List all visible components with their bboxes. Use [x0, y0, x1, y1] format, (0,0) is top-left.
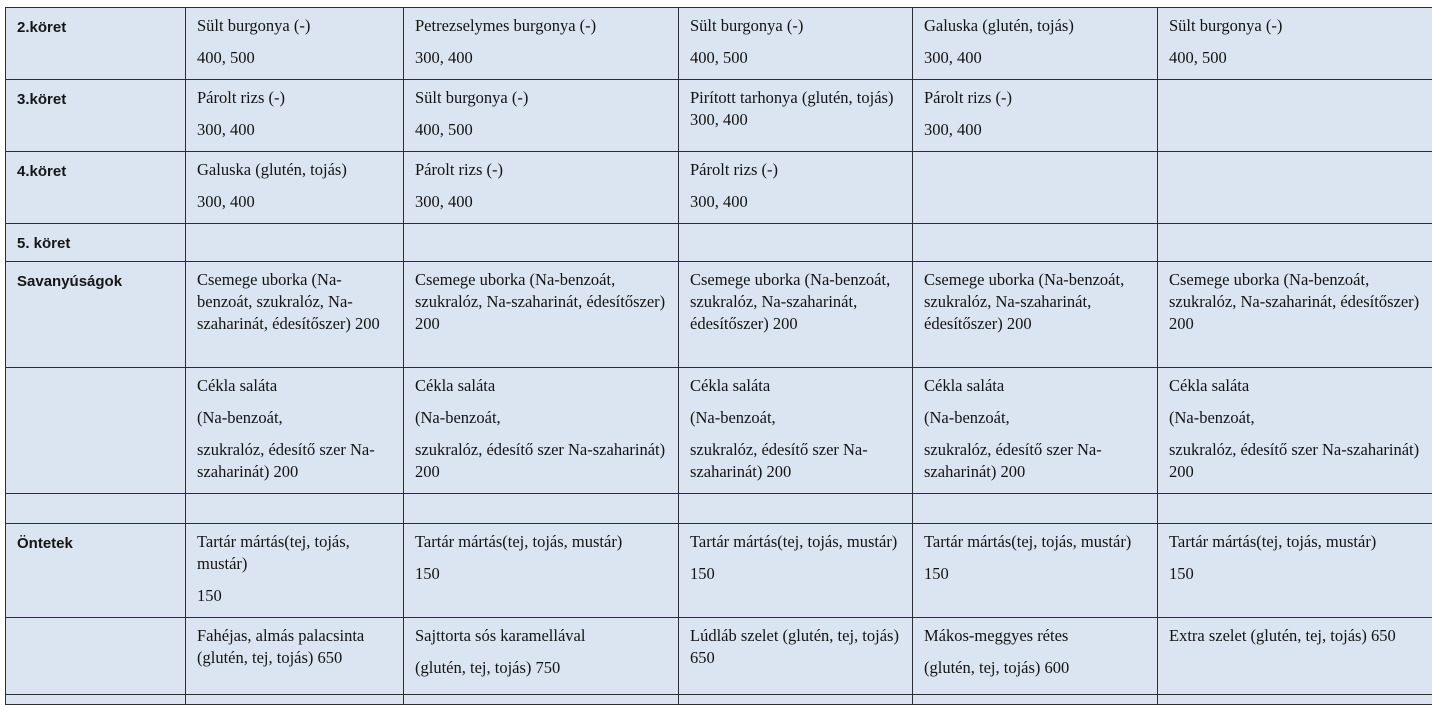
row-label: 2.köret [6, 8, 186, 80]
menu-cell [186, 8, 404, 80]
menu-table-body [6, 8, 1432, 705]
menu-item-text: Petrezselymes burgonya (-) [415, 15, 668, 37]
menu-item-text: Sajttorta sós karamellával [415, 625, 668, 647]
menu-cell [1158, 262, 1432, 368]
menu-item-text: 300, 400 [197, 191, 393, 213]
menu-item-text: 300, 400 [415, 191, 668, 213]
menu-cell [404, 262, 679, 368]
row-label: Öntetek [6, 524, 186, 618]
row-label [6, 368, 186, 494]
menu-cell [913, 524, 1158, 618]
menu-item-text: (Na-benzoát, [690, 407, 902, 429]
menu-cell [913, 262, 1158, 368]
menu-cell [1158, 695, 1432, 705]
menu-item-text: Lúdláb szelet (glutén, tej, tojás) 650 [690, 625, 902, 669]
menu-cell [913, 695, 1158, 705]
menu-item-text: szukralóz, édesítő szer Na-szaharinát) 200 [197, 439, 393, 483]
menu-cell [913, 494, 1158, 524]
menu-cell [186, 524, 404, 618]
row-label [6, 494, 186, 524]
menu-item-text: Mákos-meggyes rétes [924, 625, 1147, 647]
menu-item-text: Cékla saláta [415, 375, 668, 397]
menu-item-text: szukralóz, édesítő szer Na-szaharinát) 200 [415, 439, 668, 483]
menu-item-text: Tartár mártás(tej, tojás, mustár) [924, 531, 1147, 553]
menu-cell [679, 80, 913, 152]
menu-item-text: 150 [197, 585, 393, 607]
menu-item-text: Tartár mártás(tej, tojás, mustár) [1169, 531, 1422, 553]
menu-cell [186, 152, 404, 224]
menu-cell [186, 368, 404, 494]
menu-item-text: szukralóz, édesítő szer Na-szaharinát) 200 [690, 439, 902, 483]
menu-item-text: 300, 400 [924, 119, 1147, 141]
row-label: 5. köret [6, 224, 186, 262]
menu-item-text: Csemege uborka (Na-benzoát, szukralóz, Na-szaharinát, édesítőszer) 200 [415, 269, 668, 335]
menu-cell [1158, 152, 1432, 224]
menu-item-text: Galuska (glutén, tojás) [197, 159, 393, 181]
menu-item-text: 400, 500 [690, 47, 902, 69]
menu-cell [404, 524, 679, 618]
menu-cell [1158, 524, 1432, 618]
menu-item-text: 400, 500 [1169, 47, 1422, 69]
menu-item-text: Tartár mártás(tej, tojás, mustár) [415, 531, 668, 553]
menu-item-text: Csemege uborka (Na-benzoát, szukralóz, Na-szaharinát, édesítőszer) 200 [690, 269, 902, 335]
menu-cell [404, 695, 679, 705]
menu-item-text: 400, 500 [415, 119, 668, 141]
table-row [6, 368, 1432, 494]
menu-cell [404, 80, 679, 152]
menu-cell [186, 262, 404, 368]
menu-cell [186, 494, 404, 524]
menu-cell [404, 368, 679, 494]
menu-cell [913, 368, 1158, 494]
menu-item-text: Csemege uborka (Na-benzoát, szukralóz, Na-szaharinát, édesítőszer) 200 [924, 269, 1147, 335]
menu-item-text: (glutén, tej, tojás) 600 [924, 657, 1147, 679]
menu-item-text: Extra szelet (glutén, tej, tojás) 650 [1169, 625, 1422, 647]
menu-item-text: 300, 400 [415, 47, 668, 69]
menu-item-text: Párolt rizs (-) [415, 159, 668, 181]
menu-cell [679, 262, 913, 368]
menu-cell [186, 224, 404, 262]
menu-cell [679, 368, 913, 494]
menu-cell [1158, 494, 1432, 524]
menu-cell [404, 8, 679, 80]
menu-cell [186, 618, 404, 695]
menu-item-text: Tartár mártás(tej, tojás, mustár) [690, 531, 902, 553]
menu-cell [404, 494, 679, 524]
row-label [6, 695, 186, 705]
menu-item-text: Csemege uborka (Na-benzoát, szukralóz, Na-szaharinát, édesítőszer) 200 [1169, 269, 1422, 335]
menu-item-text: 300, 400 [924, 47, 1147, 69]
table-row [6, 262, 1432, 368]
menu-cell [679, 152, 913, 224]
menu-cell [913, 8, 1158, 80]
menu-cell [1158, 224, 1432, 262]
table-row [6, 152, 1432, 224]
menu-item-text: Cékla saláta [197, 375, 393, 397]
menu-cell [1158, 368, 1432, 494]
menu-item-text: 150 [924, 563, 1147, 585]
menu-cell [404, 152, 679, 224]
menu-cell [1158, 618, 1432, 695]
menu-item-text: (Na-benzoát, [197, 407, 393, 429]
menu-item-text: (Na-benzoát, [415, 407, 668, 429]
menu-item-text: Sült burgonya (-) [197, 15, 393, 37]
menu-cell [186, 80, 404, 152]
menu-cell [679, 524, 913, 618]
menu-item-text: Párolt rizs (-) [197, 87, 393, 109]
table-row [6, 224, 1432, 262]
menu-cell [679, 494, 913, 524]
menu-cell [679, 618, 913, 695]
menu-item-text: Sült burgonya (-) [415, 87, 668, 109]
menu-item-text: 300, 400 [690, 191, 902, 213]
document-page [5, 7, 1432, 705]
menu-cell [913, 224, 1158, 262]
menu-item-text: Tartár mártás(tej, tojás, mustár) [197, 531, 393, 575]
row-label [6, 618, 186, 695]
menu-item-text: Párolt rizs (-) [924, 87, 1147, 109]
table-row [6, 494, 1432, 524]
menu-item-text: 150 [690, 563, 902, 585]
table-row [6, 80, 1432, 152]
menu-cell [913, 618, 1158, 695]
menu-cell [1158, 8, 1432, 80]
menu-item-text: (Na-benzoát, [924, 407, 1147, 429]
menu-item-text: Pirított tarhonya (glutén, tojás) 300, 400 [690, 87, 902, 131]
menu-item-text: 150 [1169, 563, 1422, 585]
menu-item-text: Fahéjas, almás palacsinta (glutén, tej, tojás) 650 [197, 625, 393, 669]
menu-item-text: Cékla saláta [924, 375, 1147, 397]
table-row [6, 524, 1432, 618]
menu-item-text: Cékla saláta [1169, 375, 1422, 397]
menu-cell [679, 224, 913, 262]
table-row [6, 618, 1432, 695]
menu-cell [404, 224, 679, 262]
menu-cell [679, 8, 913, 80]
row-label: 4.köret [6, 152, 186, 224]
menu-cell [186, 695, 404, 705]
table-row [6, 8, 1432, 80]
menu-cell [679, 695, 913, 705]
menu-cell [913, 152, 1158, 224]
menu-item-text: 300, 400 [197, 119, 393, 141]
menu-cell [1158, 80, 1432, 152]
menu-item-text: szukralóz, édesítő szer Na-szaharinát) 200 [924, 439, 1147, 483]
menu-cell [913, 80, 1158, 152]
menu-item-text: szukralóz, édesítő szer Na-szaharinát) 200 [1169, 439, 1422, 483]
menu-item-text: (glutén, tej, tojás) 750 [415, 657, 668, 679]
menu-item-text: Cékla saláta [690, 375, 902, 397]
table-row [6, 695, 1432, 705]
row-label: 3.köret [6, 80, 186, 152]
menu-item-text: Csemege uborka (Na-benzoát, szukralóz, Na-szaharinát, édesítőszer) 200 [197, 269, 393, 335]
row-label: Savanyúságok [6, 262, 186, 368]
menu-item-text: 150 [415, 563, 668, 585]
menu-table [5, 7, 1432, 705]
menu-item-text: (Na-benzoát, [1169, 407, 1422, 429]
menu-item-text: Sült burgonya (-) [690, 15, 902, 37]
menu-item-text: Párolt rizs (-) [690, 159, 902, 181]
menu-item-text: 400, 500 [197, 47, 393, 69]
menu-cell [404, 618, 679, 695]
menu-item-text: Galuska (glutén, tojás) [924, 15, 1147, 37]
menu-item-text: Sült burgonya (-) [1169, 15, 1422, 37]
